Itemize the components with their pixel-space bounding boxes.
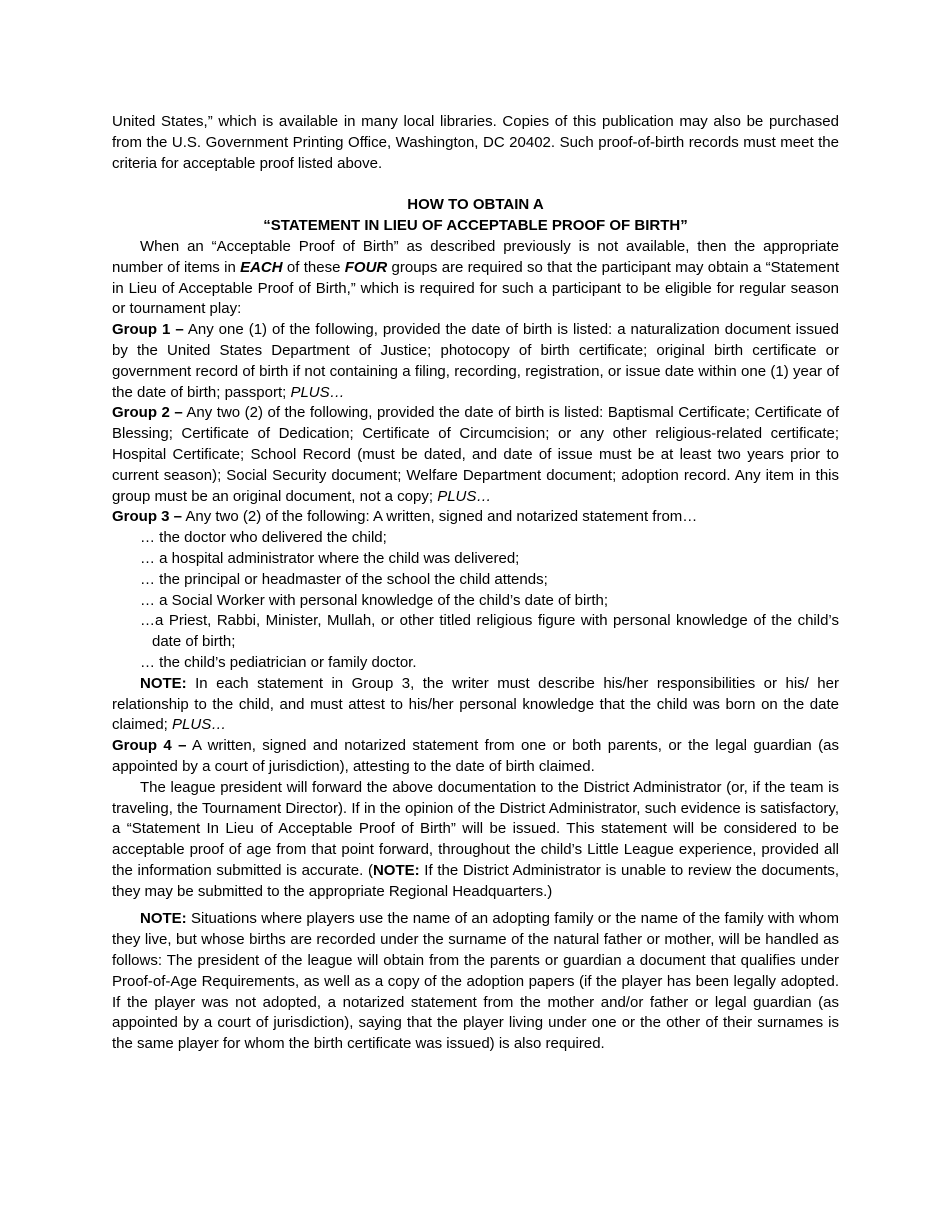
group-2-paragraph: Group 2 – Any two (2) of the following, provided the date of birth is listed: Baptismal Certificate; Certificate of Blessing; Certificate of Dedication; Certificate of Circumcision; or any other religious-related certificate; Hospital Certificate; School Record (must be dated, and date of issue must be at least two years prior to current season); Social Security document; Welfare Department document; adoption record. Any item in this group must be an original document, not a copy; PLUS… [112, 404, 839, 505]
section-heading-line1: HOW TO OBTAIN A [407, 196, 544, 214]
list-item: … a Social Worker with personal knowledge of the child’s date of birth; [140, 591, 609, 609]
intro-paragraph: United States,” which is available in many local libraries. Copies of this publication may also be purchased from the U.S. Government Printing Office, Washington, DC 20402. Such proof-of-birth records must meet the criteria for acceptable proof listed above. [112, 113, 839, 172]
group-3-paragraph: Group 3 – Any two (2) of the following: A written, signed and notarized statement from… [112, 508, 698, 526]
section-heading-line2: “STATEMENT IN LIEU OF ACCEPTABLE PROOF OF BIRTH” [263, 217, 688, 235]
group-2-label: Group 2 – [112, 404, 183, 422]
final-note-paragraph: NOTE: Situations where players use the name of an adopting family or the name of the family with whom they live, but whose births are recorded under the surname of the natural father or mother, will be handled as follows: The president of the league will obtain from the parents or guardian a document that qualifies under Proof-of-Age Requirements, as well as a copy of the adoption papers (if the player has been legally adopted. If the player was not adopted, a notarized statement from the mother and/or father or legal guardian (as appointed by a court of jurisdiction), saying that the player living under one or the other of their surnames is the same player for whom the birth certificate was issued) is also required. [112, 910, 839, 1053]
list-item: … the principal or headmaster of the school the child attends; [140, 570, 548, 588]
list-item: …a Priest, Rabbi, Minister, Mullah, or other titled religious figure with personal knowledge of the child’s date of birth; [140, 612, 839, 651]
group-1-paragraph: Group 1 – Any one (1) of the following, provided the date of birth is listed: a naturalization document issued by the United States Department of Justice; photocopy of birth certificate; original birth certificate or government record of birth if not containing a filing, recording, registration, or issue date within one (1) year of the date of birth; passport; PLUS… [112, 321, 839, 401]
group-4-paragraph: Group 4 – A written, signed and notarized statement from one or both parents, or the legal guardian (as appointed by a court of jurisdiction), attesting to the date of birth claimed. [112, 737, 839, 775]
list-item: … a hospital administrator where the child was delivered; [140, 549, 520, 567]
group-1-label: Group 1 – [112, 321, 184, 339]
group-4-label: Group 4 – [112, 737, 187, 755]
list-item: … the doctor who delivered the child; [140, 529, 387, 547]
list-item: … the child’s pediatrician or family doctor. [140, 653, 417, 671]
emphasis-four: FOUR [344, 258, 388, 276]
emphasis-each: EACH [240, 258, 283, 276]
lead-paragraph: When an “Acceptable Proof of Birth” as described previously is not available, then the appropriate number of items in EACH of these FOUR groups are required so that the participant may obtain a “Statement in Lieu of Acceptable Proof of Birth,” which is required for such a participant to be eligible for regular season or tournament play: [112, 237, 839, 318]
group-3-label: Group 3 – [112, 508, 183, 526]
document-page [112, 112, 839, 1055]
group-3-note: NOTE: In each statement in Group 3, the writer must describe his/her responsibilities or his/ her relationship to the child, and must attest to his/her personal knowledge that the child was born on the date claimed; PLUS… [112, 674, 839, 734]
forward-paragraph: The league president will forward the above documentation to the District Administrator (or, if the team is traveling, the Tournament Director). If in the opinion of the District Administrator, such evidence is satisfactory, a “Statement In Lieu of Acceptable Proof of Birth” will be issued. This statement will be considered to be acceptable proof of age from that point forward, throughout the child’s Little League experience, provided all the information submitted is accurate. (NOTE: If the District Administrator is unable to review the documents, they may be submitted to the appropriate Regional Headquarters.) [112, 778, 839, 900]
